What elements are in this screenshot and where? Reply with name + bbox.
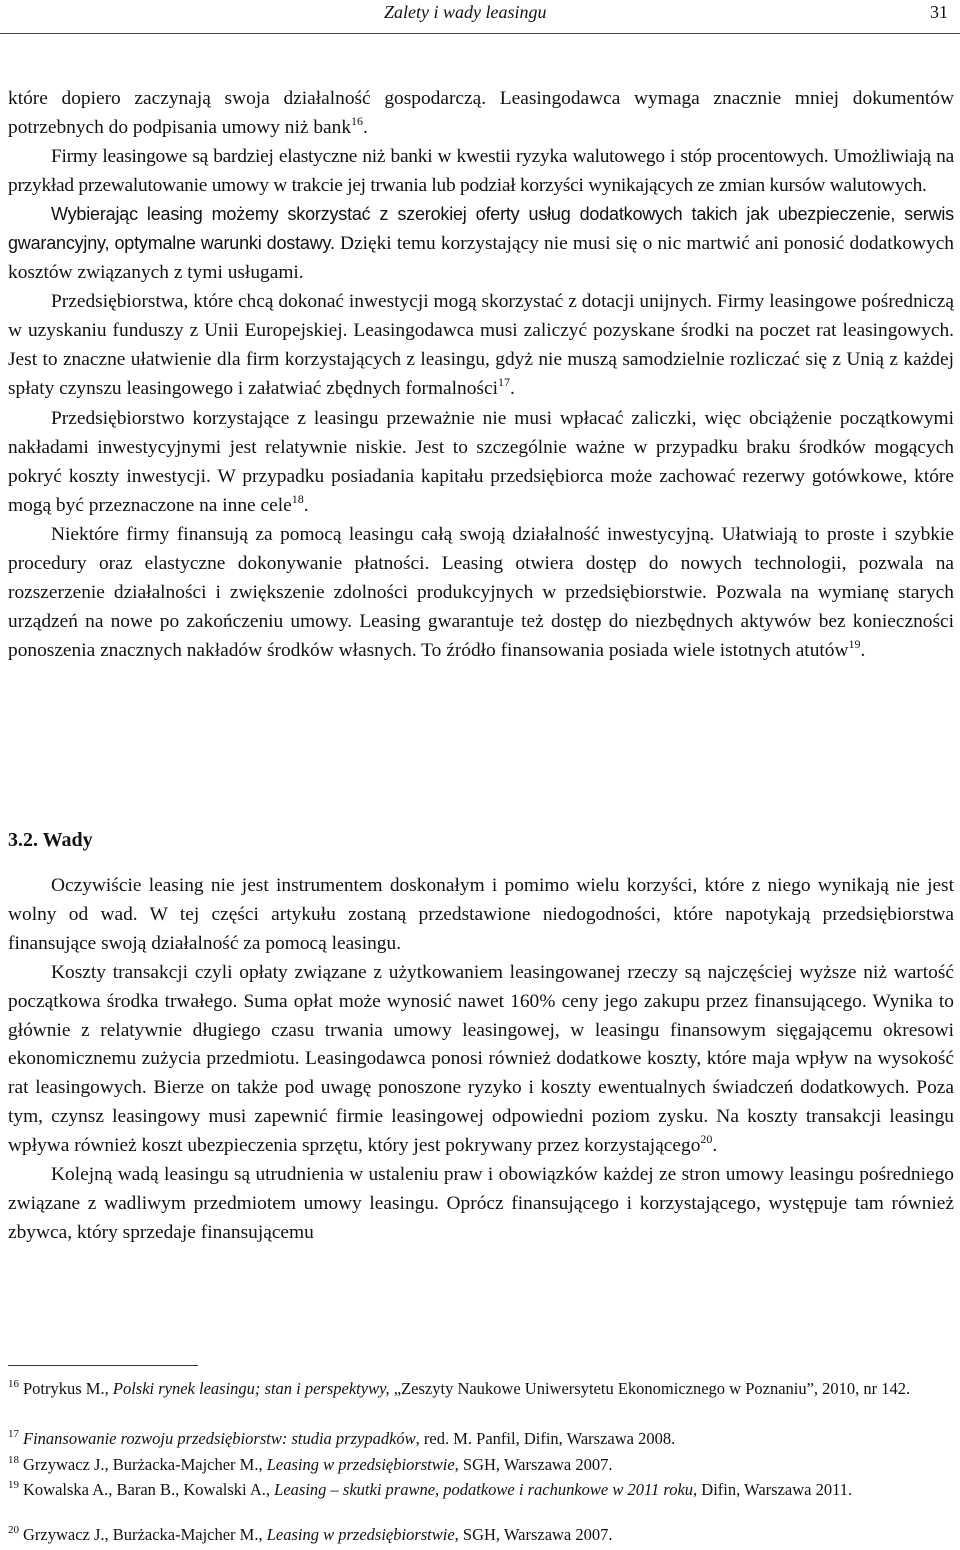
section-wady-text <box>8 872 954 1248</box>
footnote-number: 20 <box>8 1524 19 1536</box>
footnote: $^{17}$ Finansowanie rozwoju przedsiębiorstw: studia przypadków, red. M. Panfil, Difin, Warszawa 2008. <box>8 1428 676 1448</box>
section-zalety-text <box>8 84 954 665</box>
footnote: $^{20}$ Grzywacz J., Burżacka-Majcher M., Leasing w przedsiębiorstwie, SGH, Warszawa 2007. <box>8 1524 613 1544</box>
footnote: $^{19}$ Kowalska A., Baran B., Kowalski A., Leasing – skutki prawne, podatkowe i rachunkowe w 2011 roku, Difin, Warszawa 2011. <box>8 1479 853 1499</box>
running-header <box>0 0 960 34</box>
footnote-ref: 17 <box>497 375 510 390</box>
paragraph: Firmy leasingowe są bardziej elastyczne niż banki w kwestii ryzyka walutowego i stóp procentowych. Umożliwiają na przykład przewalutowanie umowy w trakcie jej trwania lub podział korzyści wynikających ze zmian kursów walutowych. <box>8 146 954 197</box>
footnote-ref: 16 <box>351 114 364 129</box>
paragraph: Oczywiście leasing nie jest instrumentem doskonałym i pomimo wielu korzyści, które z niego wynikają nie jest wolny od wad. W tej części artykułu zostaną przedstawione niedogodności, które napotykają przedsiębiorstwa finansujące swoją działalność za pomocą leasingu. <box>8 875 954 954</box>
paragraph: które dopiero zaczynają swoja działalność gospodarczą. Leasingodawca wymaga znacznie mniej dokumentów potrzebnych do podpisania umowy niż bank$^{16}$. <box>8 88 954 139</box>
section-heading: 3.2. Wady <box>8 829 93 851</box>
footnote: $^{18}$ Grzywacz J., Burżacka-Majcher M., Leasing w przedsiębiorstwie, SGH, Warszawa 2007. <box>8 1454 613 1474</box>
footnote: $^{16}$ Potrykus M., Polski rynek leasingu; stan i perspektywy, „Zeszyty Naukowe Uniwersytetu Ekonomicznego w Poznaniu”, 2010, nr 142. <box>8 1378 911 1398</box>
footnote-ref: 18 <box>291 491 304 506</box>
paragraph: Koszty transakcji czyli opłaty związane z użytkowaniem leasingowanej rzeczy są najczęściej wyższe niż wartość początkowa środka trwałego. Suma opłat może wynosić nawet 160% ceny jego zakupu przez finansującego. Wynika to głównie z relatywnie długiego czasu trwania umowy leasingowej, w leasingu finansowym sięgającemu okresowi ekonomicznemu zużycia przedmiotu. Leasingodawca ponosi również dodatkowe koszty, które maja wpływ na wysokość rat leasingowych. Bierze on także pod uwagę ponoszone ryzyko i koszty ewentualnych świadczeń dodatkowych. Poza tym, czynsz leasingowy musi zapewnić firmie leasingowej odpowiedni poziom zysku. Na koszty transakcji leasingu wpływa również koszt ubezpieczenia sprzętu, który jest pokrywany przez korzystającego$^{20}$. <box>8 961 954 1157</box>
paragraph: Przedsiębiorstwa, które chcą dokonać inwestycji mogą skorzystać z dotacji unijnych. Firmy leasingowe pośredniczą w uzyskaniu funduszy z Unii Europejskiej. Leasingodawca musi zaliczyć pozyskane środki na poczet rat leasingowych. Jest to znaczne ułatwienie dla firm korzystających z leasingu, gdyż nie muszą samodzielnie rozliczać się z Unią z każdej spłaty czynszu leasingowego i załatwiać zbędnych formalności$^{17}$. <box>8 291 954 400</box>
footnote-number: 16 <box>8 1378 19 1390</box>
footnote-ref: 19 <box>848 636 861 651</box>
paragraph: Niektóre firmy finansują za pomocą leasingu całą swoją działalność inwestycyjną. Ułatwiają to proste i szybkie procedury oraz elastyczne dokonywanie płatności. Leasing otwiera dostęp do nowych technologii, pozwala na rozszerzenie działalności i zwiększenie zdolności produkcyjnych w przedsiębiorstwie. Pozwala na wymianę starych urządzeń na nowe po zakończeniu umowy. Leasing gwarantuje też dostęp do niezbędnych aktywów bez konieczności ponoszenia znacznych nakładów środków własnych. To źródło finansowania posiada wiele istotnych atutów$^{19}$. <box>8 523 954 661</box>
paragraph: Wybierając leasing możemy skorzystać z szerokiej oferty usług dodatkowych takich jak ubezpieczenie, serwis gwarancyjny, optymalne warunki dostawy. Dzięki temu korzystający nie musi się o nic martwić ani ponosić dodatkowych kosztów związanych z tymi usługami. <box>8 204 955 284</box>
footnote-number: 18 <box>8 1454 19 1466</box>
footnote-number: 19 <box>8 1479 19 1491</box>
paragraph: Kolejną wadą leasingu są utrudnienia w ustaleniu praw i obowiązków każdej ze stron umowy leasingu pośredniego związane z wadliwym przedmiotem umowy leasingu. Oprócz finansującego i korzystającego, występuje tam również zbywca, który sprzedaje finansującemu <box>8 1164 954 1243</box>
running-title: Zalety i wady leasingu <box>384 2 547 22</box>
page-number: 31 <box>930 2 948 22</box>
paragraph: Przedsiębiorstwo korzystające z leasingu przeważnie nie musi wpłacać zaliczki, więc obciążenie początkowymi nakładami inwestycyjnymi jest relatywnie niskie. Jest to szczególnie ważne w przypadku braku środków mogących pokryć koszty inwestycji. W przypadku posiadania kapitału przedsiębiorca może zachować rezerwy gotówkowe, które mogą być przeznaczone na inne cele$^{18}$. <box>8 407 954 516</box>
footnote-number: 17 <box>8 1428 19 1440</box>
footnote-separator <box>8 1365 198 1366</box>
footnote-ref: 20 <box>700 1132 713 1147</box>
